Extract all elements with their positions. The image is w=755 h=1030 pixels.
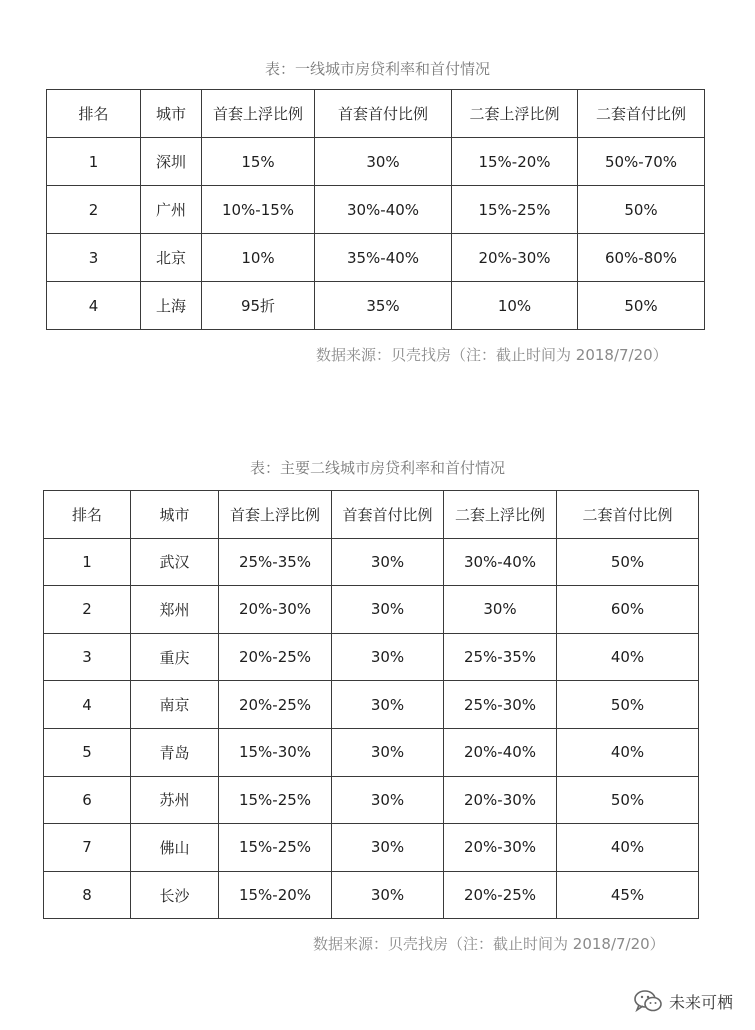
second-tier-city-table [43,490,699,919]
cell-second-down: 50% [578,282,705,330]
cell-rank: 6 [44,776,131,824]
account-watermark [633,988,733,1014]
cell-rank: 1 [44,538,131,586]
header-second-rate: 二套上浮比例 [444,491,557,539]
table-row [47,186,705,234]
cell-first-down: 30% [332,728,444,776]
cell-second-down: 60% [557,586,699,634]
cell-city: 深圳 [141,138,202,186]
cell-second-rate: 30%-40% [444,538,557,586]
header-city: 城市 [141,90,202,138]
watermark-text: 未来可栖 [668,992,733,1012]
table-row [44,871,699,919]
table1-source-note: 数据来源：贝壳找房（注：截止时间为 2018/7/20） [316,346,668,364]
table-header-row [44,491,699,539]
cell-rank: 5 [44,728,131,776]
cell-second-down: 40% [557,728,699,776]
cell-city: 苏州 [131,776,219,824]
cell-first-rate: 10% [202,234,315,282]
cell-first-rate: 95折 [202,282,315,330]
header-first-rate: 首套上浮比例 [202,90,315,138]
table2-caption: 表：主要二线城市房贷利率和首付情况 [249,459,505,477]
cell-rank: 3 [47,234,141,282]
header-second-rate: 二套上浮比例 [452,90,578,138]
header-first-rate: 首套上浮比例 [219,491,332,539]
cell-second-rate: 15%-20% [452,138,578,186]
cell-second-rate: 20%-30% [444,824,557,872]
cell-first-down: 35% [315,282,452,330]
cell-first-down: 30% [332,586,444,634]
cell-city: 佛山 [131,824,219,872]
cell-first-down: 30% [315,138,452,186]
header-first-down: 首套首付比例 [315,90,452,138]
cell-second-rate: 20%-25% [444,871,557,919]
cell-second-down: 50% [557,776,699,824]
cell-city: 郑州 [131,586,219,634]
header-first-down: 首套首付比例 [332,491,444,539]
table-row [47,138,705,186]
cell-first-rate: 15% [202,138,315,186]
table-row [44,681,699,729]
cell-city: 广州 [141,186,202,234]
cell-city: 长沙 [131,871,219,919]
cell-first-down: 30% [332,538,444,586]
cell-first-rate: 15%-25% [219,776,332,824]
cell-first-rate: 15%-20% [219,871,332,919]
cell-first-down: 35%-40% [315,234,452,282]
cell-rank: 2 [47,186,141,234]
cell-first-rate: 20%-25% [219,633,332,681]
cell-rank: 4 [44,681,131,729]
header-second-down: 二套首付比例 [578,90,705,138]
table-row [47,282,705,330]
cell-second-down: 50% [578,186,705,234]
table-row [44,538,699,586]
table-row [44,586,699,634]
cell-first-rate: 15%-25% [219,824,332,872]
table2-source-note: 数据来源：贝壳找房（注：截止时间为 2018/7/20） [313,935,665,953]
cell-rank: 7 [44,824,131,872]
cell-city: 武汉 [131,538,219,586]
cell-city: 重庆 [131,633,219,681]
cell-city: 青岛 [131,728,219,776]
cell-first-rate: 25%-35% [219,538,332,586]
cell-first-down: 30% [332,871,444,919]
cell-first-rate: 20%-25% [219,681,332,729]
cell-second-rate: 30% [444,586,557,634]
cell-second-rate: 25%-35% [444,633,557,681]
cell-rank: 4 [47,282,141,330]
header-second-down: 二套首付比例 [557,491,699,539]
cell-second-down: 50%-70% [578,138,705,186]
cell-second-down: 50% [557,538,699,586]
cell-first-down: 30% [332,776,444,824]
table-row [44,776,699,824]
cell-second-rate: 15%-25% [452,186,578,234]
table-row [44,633,699,681]
table-header-row [47,90,705,138]
wechat-logo-icon [633,988,663,1014]
cell-first-down: 30%-40% [315,186,452,234]
cell-second-down: 40% [557,633,699,681]
cell-second-down: 45% [557,871,699,919]
cell-second-rate: 20%-40% [444,728,557,776]
cell-first-rate: 15%-30% [219,728,332,776]
cell-city: 上海 [141,282,202,330]
table-row [47,234,705,282]
cell-rank: 3 [44,633,131,681]
cell-city: 北京 [141,234,202,282]
cell-rank: 2 [44,586,131,634]
header-rank: 排名 [44,491,131,539]
cell-first-rate: 10%-15% [202,186,315,234]
first-tier-city-table [46,89,705,330]
cell-first-rate: 20%-30% [219,586,332,634]
cell-first-down: 30% [332,824,444,872]
cell-second-rate: 20%-30% [452,234,578,282]
table-row [44,728,699,776]
cell-second-rate: 25%-30% [444,681,557,729]
cell-second-rate: 20%-30% [444,776,557,824]
header-rank: 排名 [47,90,141,138]
header-city: 城市 [131,491,219,539]
cell-rank: 1 [47,138,141,186]
table-row [44,824,699,872]
cell-second-rate: 10% [452,282,578,330]
cell-second-down: 60%-80% [578,234,705,282]
table1-caption: 表：一线城市房贷利率和首付情况 [264,60,490,78]
cell-city: 南京 [131,681,219,729]
cell-second-down: 40% [557,824,699,872]
cell-rank: 8 [44,871,131,919]
cell-first-down: 30% [332,633,444,681]
cell-first-down: 30% [332,681,444,729]
cell-second-down: 50% [557,681,699,729]
